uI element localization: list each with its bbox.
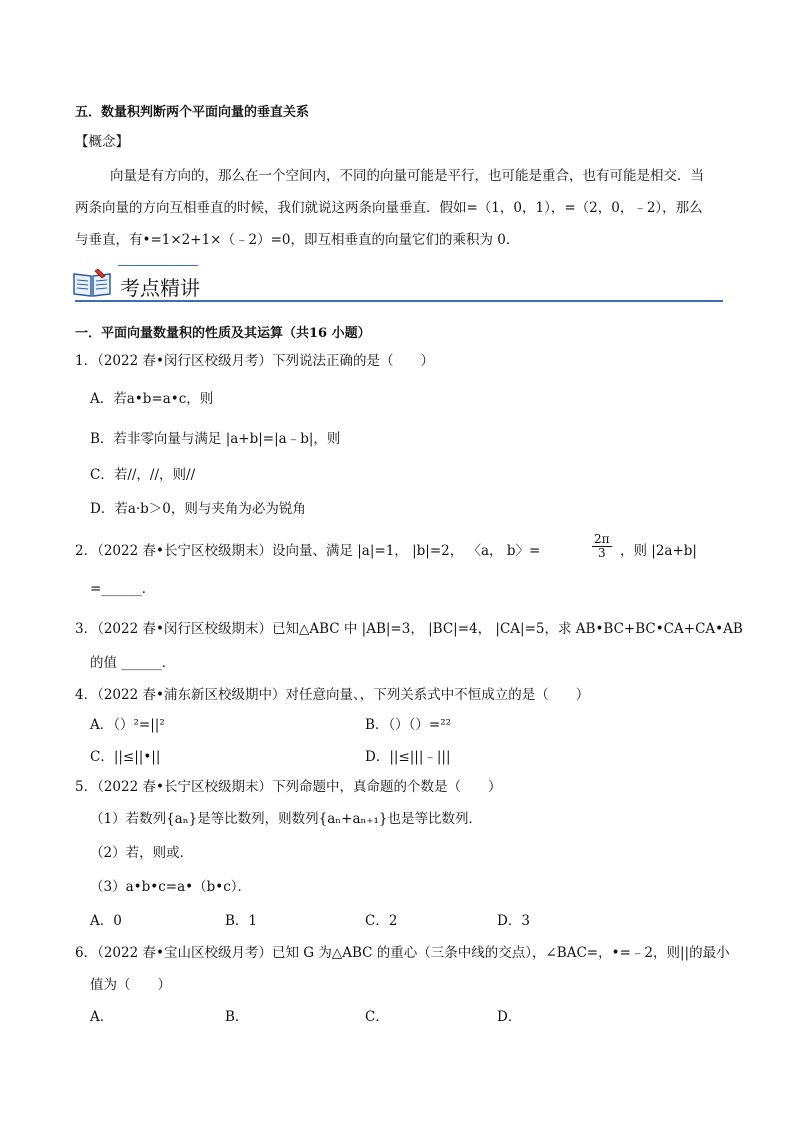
question-3-line-1: 3．（2022 春•闵行区校级期末）已知△ABC 中 |AB|=3， |BC|=4， |CA|=5，求 AB•BC+BC•CA+CA•AB [75, 621, 743, 637]
question-5-option-d: D．3 [497, 913, 530, 929]
question-1-option-b: B．若非零向量与满足 |a+b|=|a﹣b|，则 [90, 431, 341, 447]
question-2-line-2: =______． [90, 581, 156, 597]
open-book-icon [72, 266, 112, 298]
question-5-option-a: A．0 [90, 913, 122, 929]
fraction-numerator: 2π [594, 532, 610, 546]
question-6-option-d: D． [497, 1009, 522, 1025]
question-5-statement-1: （1）若数列{aₙ}是等比数列，则数列{aₙ+aₙ₊₁}也是等比数列． [90, 811, 482, 827]
question-5-statement-2: （2）若，则或． [90, 845, 194, 861]
concept-paragraph-line-3: 与垂直，有•=1×2+1×（﹣2）=0，即互相垂直的向量它们的乘积为 0． [75, 232, 520, 248]
section-header-title: 考点精讲 [120, 276, 200, 300]
question-4-option-d: D．||≤|||﹣||| [365, 749, 451, 765]
part-title: 一．平面向量数量积的性质及其运算（共16 小题） [75, 326, 371, 341]
question-6-line-1: 6．（2022 春•宝山区校级月考）已知 G 为△ABC 的重心（三条中线的交点），∠BAC=，•=﹣2，则||的最小 [75, 945, 730, 961]
question-2-line-1: 2．（2022 春•长宁区校级期末）设向量、满足 |a|=1， |b|=2， 〈a， b〉= [75, 543, 541, 559]
question-1-stem: 1．（2022 春•闵行区校级月考）下列说法正确的是（ ） [75, 353, 434, 369]
question-4-option-a: A．（）²=||² [90, 717, 165, 733]
question-2-line-1-end: ，则 |2a+b| [620, 543, 697, 559]
question-6-line-2: 值为（ ） [90, 977, 171, 993]
question-4-stem: 4．（2022 春•浦东新区校级期中）对任意向量、，下列关系式中不恒成立的是（ ） [75, 687, 590, 703]
question-3-line-2: 的值 ______． [90, 655, 176, 671]
header-top-rule [118, 265, 198, 266]
question-4-option-c: C．||≤||•|| [90, 749, 161, 765]
concept-paragraph-line-1: 向量是有方向的，那么在一个空间内，不同的向量可能是平行，也可能是重合，也有可能是相交．当 [110, 168, 704, 184]
question-1-option-a: A．若a•b=a•c，则 [90, 391, 214, 407]
question-1-option-d: D．若a·b＞0，则与夹角为必为锐角 [90, 501, 306, 517]
question-6-option-c: C． [365, 1009, 389, 1025]
question-6-option-b: B． [225, 1009, 249, 1025]
fraction-denominator: 3 [597, 546, 606, 560]
concept-paragraph-line-2: 两条向量的方向互相垂直的时候，我们就说这两条向量垂直．假如=（1，0，1），=（2，0，﹣2），那么 [75, 200, 703, 216]
question-5-option-b: B．1 [225, 913, 258, 929]
section-title: 五．数量积判断两个平面向量的垂直关系 [75, 105, 310, 120]
question-2-fraction [592, 533, 612, 560]
question-5-statement-3: （3）a•b•c=a•（b•c）． [90, 879, 252, 895]
concept-label: 【概念】 [75, 134, 129, 150]
question-4-option-b: B．（）（）=²² [365, 717, 452, 733]
question-6-option-a: A． [90, 1009, 114, 1025]
question-1-option-c: C．若//，//，则// [90, 467, 196, 483]
header-rule [75, 300, 723, 302]
question-5-stem: 5．（2022 春•长宁区校级期末）下列命题中，真命题的个数是（ ） [75, 779, 502, 795]
question-5-option-c: C．2 [365, 913, 398, 929]
